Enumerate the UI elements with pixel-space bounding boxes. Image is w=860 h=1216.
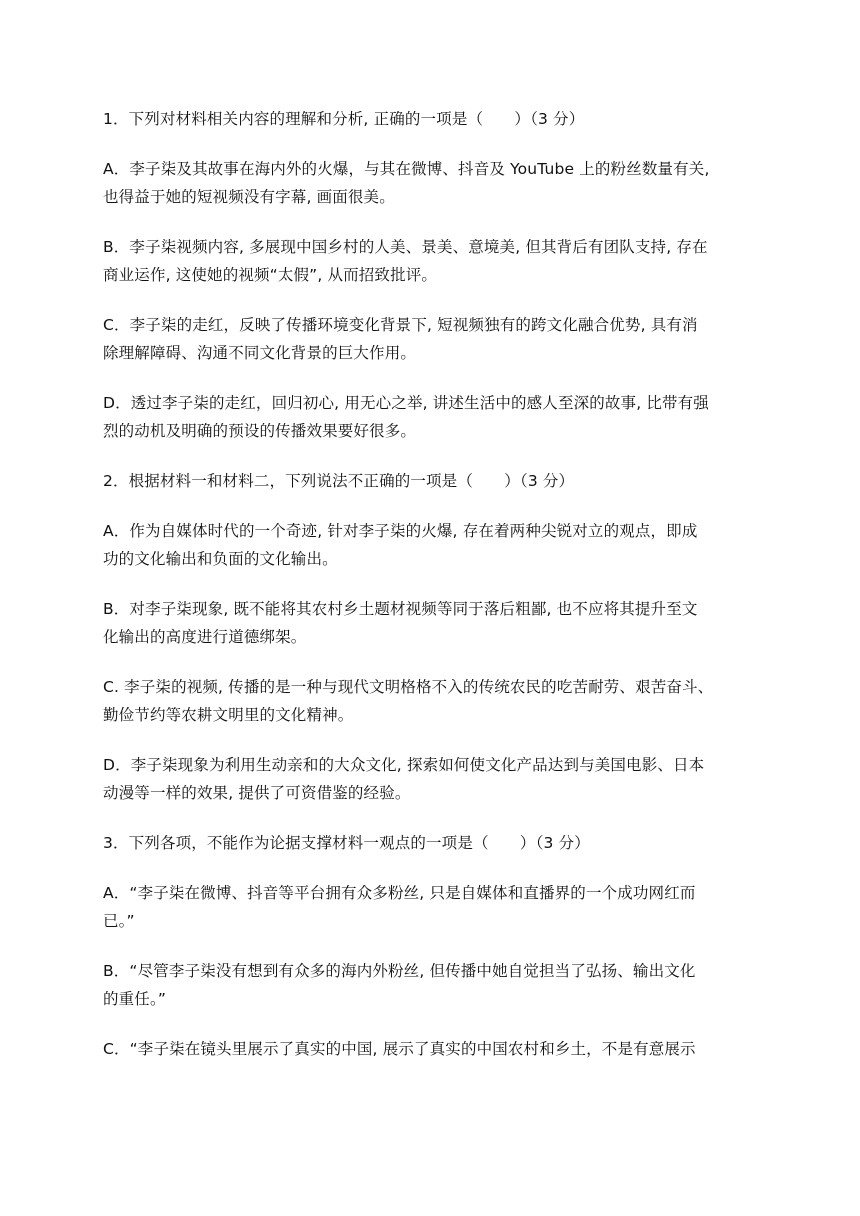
question-2-option-a: A．作为自媒体时代的一个奇迹, 针对李子柒的火爆, 存在着两种尖锐对立的观点，即成 功的文化输出和负面的文化输出。	[103, 522, 698, 568]
question-3-option-b: B．“尽管李子柒没有想到有众多的海内外粉丝, 但传播中她自觉担当了弘扬、输出文化 的重任。”	[103, 962, 696, 1008]
question-1-option-c: C．李子柒的走红，反映了传播环境变化背景下, 短视频独有的跨文化融合优势, 具有消 除理解障碍、沟通不同文化背景的巨大作用。	[103, 316, 698, 362]
question-1-option-a: A．李子柒及其故事在海内外的火爆，与其在微博、抖音及 YouTube 上的粉丝数量有关, 也得益于她的短视频没有字幕, 画面很美。	[103, 160, 710, 206]
question-2-stem: 2．根据材料一和材料二，下列说法不正确的一项是（ ）（3 分）	[103, 472, 575, 490]
document-page	[103, 105, 763, 1085]
question-2-option-d: D．李子柒现象为利用生动亲和的大众文化, 探索如何使文化产品达到与美国电影、日本 动漫等一样的效果, 提供了可资借鉴的经验。	[103, 756, 705, 802]
question-3-stem: 3．下列各项，不能作为论据支撑材料一观点的一项是（ ）（3 分）	[103, 834, 590, 852]
question-2-option-b: B．对李子柒现象, 既不能将其农村乡土题材视频等同于落后粗鄙, 也不应将其提升至文 化输出的高度进行道德绑架。	[103, 600, 698, 646]
question-2-option-c: C. 李子柒的视频, 传播的是一种与现代文明格格不入的传统农民的吃苦耐劳、艰苦奋斗、 勤俭节约等农耕文明里的文化精神。	[103, 678, 714, 724]
question-1-option-b: B．李子柒视频内容, 多展现中国乡村的人美、景美、意境美, 但其背后有团队支持, 存在 商业运作, 这使她的视频“太假”, 从而招致批评。	[103, 238, 708, 284]
question-1-option-d: D．透过李子柒的走红，回归初心, 用无心之举, 讲述生活中的感人至深的故事, 比带有强 烈的动机及明确的预设的传播效果要好很多。	[103, 394, 709, 440]
question-3-option-c: C．“李子柒在镜头里展示了真实的中国, 展示了真实的中国农村和乡土，不是有意展示	[103, 1040, 696, 1058]
question-3-option-a: A．“李子柒在微博、抖音等平台拥有众多粉丝, 只是自媒体和直播界的一个成功网红而 已。”	[103, 884, 696, 930]
question-1-stem: 1．下列对材料相关内容的理解和分析, 正确的一项是（ ）（3 分）	[103, 110, 585, 128]
